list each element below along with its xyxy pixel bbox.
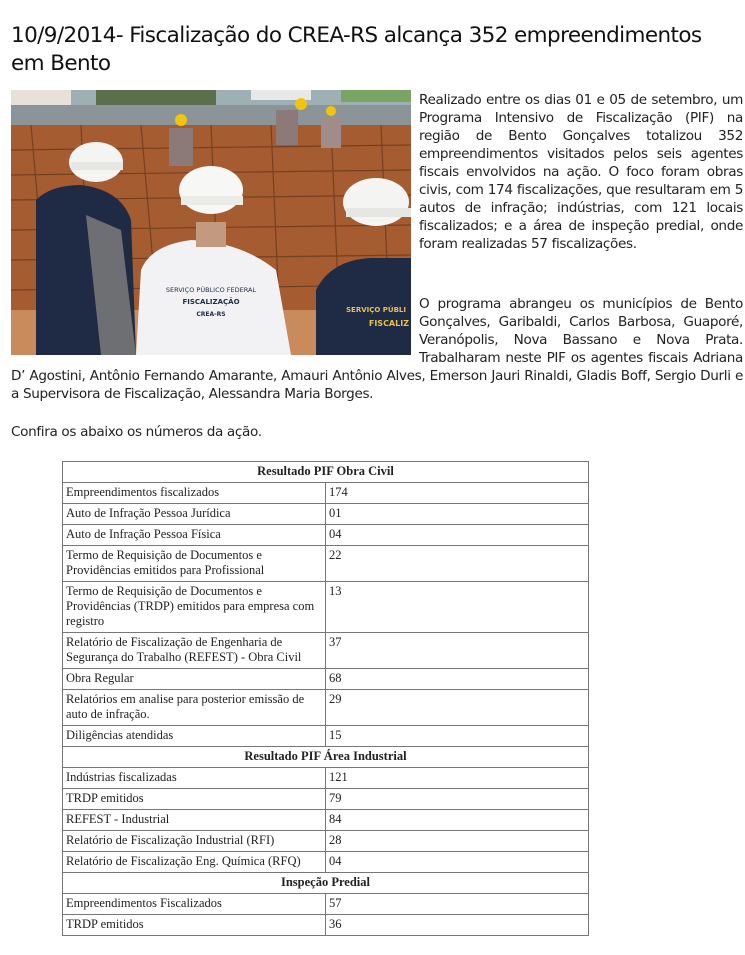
photo-fence bbox=[11, 105, 411, 127]
row-label: Relatórios em analise para posterior emissão de auto de infração. bbox=[63, 690, 326, 726]
section-header-row bbox=[63, 873, 589, 894]
row-value: 121 bbox=[326, 768, 589, 789]
table-row bbox=[63, 483, 589, 504]
shirt-text-line2: FISCALIZAÇÃO bbox=[182, 298, 240, 306]
row-label: Empreendimentos fiscalizados bbox=[63, 483, 326, 504]
table-row bbox=[63, 810, 589, 831]
table-row bbox=[63, 831, 589, 852]
section-heading: Inspeção Predial bbox=[63, 873, 589, 894]
table-row bbox=[63, 633, 589, 669]
row-label: Relatório de Fiscalização Industrial (RFI) bbox=[63, 831, 326, 852]
row-value: 22 bbox=[326, 546, 589, 582]
section-heading: Resultado PIF Área Industrial bbox=[63, 747, 589, 768]
photo-wrap-spacer bbox=[11, 295, 419, 354]
vest-text-line1: SERVIÇO PÚBLI bbox=[346, 306, 406, 314]
row-value: 01 bbox=[326, 504, 589, 525]
shirt-text-line1: SERVIÇO PÚBLICO FEDERAL bbox=[165, 286, 257, 294]
row-label: Indústrias fiscalizadas bbox=[63, 768, 326, 789]
section-header-row bbox=[63, 747, 589, 768]
row-label: Relatório de Fiscalização de Engenharia de Segurança do Trabalho (REFEST) - Obra Civil bbox=[63, 633, 326, 669]
table-row bbox=[63, 726, 589, 747]
row-label: Termo de Requisição de Documentos e Providências (TRDP) emitidos para empresa com registro bbox=[63, 582, 326, 633]
row-value: 68 bbox=[326, 669, 589, 690]
row-label: Termo de Requisição de Documentos e Providências emitidos para Profissional bbox=[63, 546, 326, 582]
section-heading: Resultado PIF Obra Civil bbox=[63, 462, 589, 483]
intro-paragraph: Realizado entre os dias 01 e 05 de setembro, um Programa Intensivo de Fiscalização (PIF) na região de Bento Gonçalves totalizou 352 empreendimentos visitados pelos seis agentes fiscais envolvidos na ação. O foco foram obras civis, com 174 fiscalizações, que resultaram em 5 autos de infração; indústrias, com 121 locais fiscalizados; e a área de inspeção predial, onde foram realizadas 57 fiscalizações. bbox=[419, 92, 743, 252]
table-row bbox=[63, 768, 589, 789]
table-row bbox=[63, 852, 589, 873]
row-label: Obra Regular bbox=[63, 669, 326, 690]
vest-text-line2: FISCALIZ bbox=[368, 319, 409, 328]
row-label: Auto de Infração Pessoa Jurídica bbox=[63, 504, 326, 525]
table-row bbox=[63, 546, 589, 582]
row-label: TRDP emitidos bbox=[63, 915, 326, 936]
results-table-body bbox=[63, 462, 589, 936]
table-row bbox=[63, 525, 589, 546]
table-row bbox=[63, 504, 589, 525]
table-row bbox=[63, 915, 589, 936]
photo-trees bbox=[341, 90, 411, 102]
municipalities-paragraph bbox=[11, 295, 743, 403]
section-header-row bbox=[63, 462, 589, 483]
municipalities-text: O programa abrangeu os municípios de Bento Gonçalves, Garibaldi, Carlos Barbosa, Guaporé, Veranópolis, Nova Bassano e Nova Prata. Trabalharam neste PIF os agentes fiscais Adriana D’ Agostini, Antônio Fernando Amarante, Amauri Antônio Alves, Emerson Jauri Rinaldi, Gladis Boff, Sergio Durli e a Supervisora de Fiscalização, Alessandra Maria Borges. bbox=[11, 296, 743, 402]
row-value: 04 bbox=[326, 852, 589, 873]
shirt-text-line3: CREA-RS bbox=[196, 311, 226, 318]
row-label: Empreendimentos Fiscalizados bbox=[63, 894, 326, 915]
row-value: 84 bbox=[326, 810, 589, 831]
results-table bbox=[62, 461, 589, 936]
table-row bbox=[63, 582, 589, 633]
row-value: 36 bbox=[326, 915, 589, 936]
row-label: TRDP emitidos bbox=[63, 789, 326, 810]
row-value: 28 bbox=[326, 831, 589, 852]
article-title: 10/9/2014- Fiscalização do CREA-RS alcança 352 empreendimentos em Bento bbox=[11, 23, 702, 76]
row-value: 04 bbox=[326, 525, 589, 546]
table-row bbox=[63, 789, 589, 810]
row-value: 37 bbox=[326, 633, 589, 669]
row-label: REFEST - Industrial bbox=[63, 810, 326, 831]
row-label: Relatório de Fiscalização Eng. Química (RFQ) bbox=[63, 852, 326, 873]
row-value: 29 bbox=[326, 690, 589, 726]
row-value: 174 bbox=[326, 483, 589, 504]
photo-trees bbox=[96, 90, 216, 105]
see-below-paragraph: Confira os abaixo os números da ação. bbox=[11, 424, 262, 440]
table-row bbox=[63, 669, 589, 690]
row-value: 79 bbox=[326, 789, 589, 810]
table-row bbox=[63, 894, 589, 915]
row-label: Auto de Infração Pessoa Física bbox=[63, 525, 326, 546]
table-row bbox=[63, 690, 589, 726]
row-value: 15 bbox=[326, 726, 589, 747]
row-label: Diligências atendidas bbox=[63, 726, 326, 747]
row-value: 13 bbox=[326, 582, 589, 633]
row-value: 57 bbox=[326, 894, 589, 915]
